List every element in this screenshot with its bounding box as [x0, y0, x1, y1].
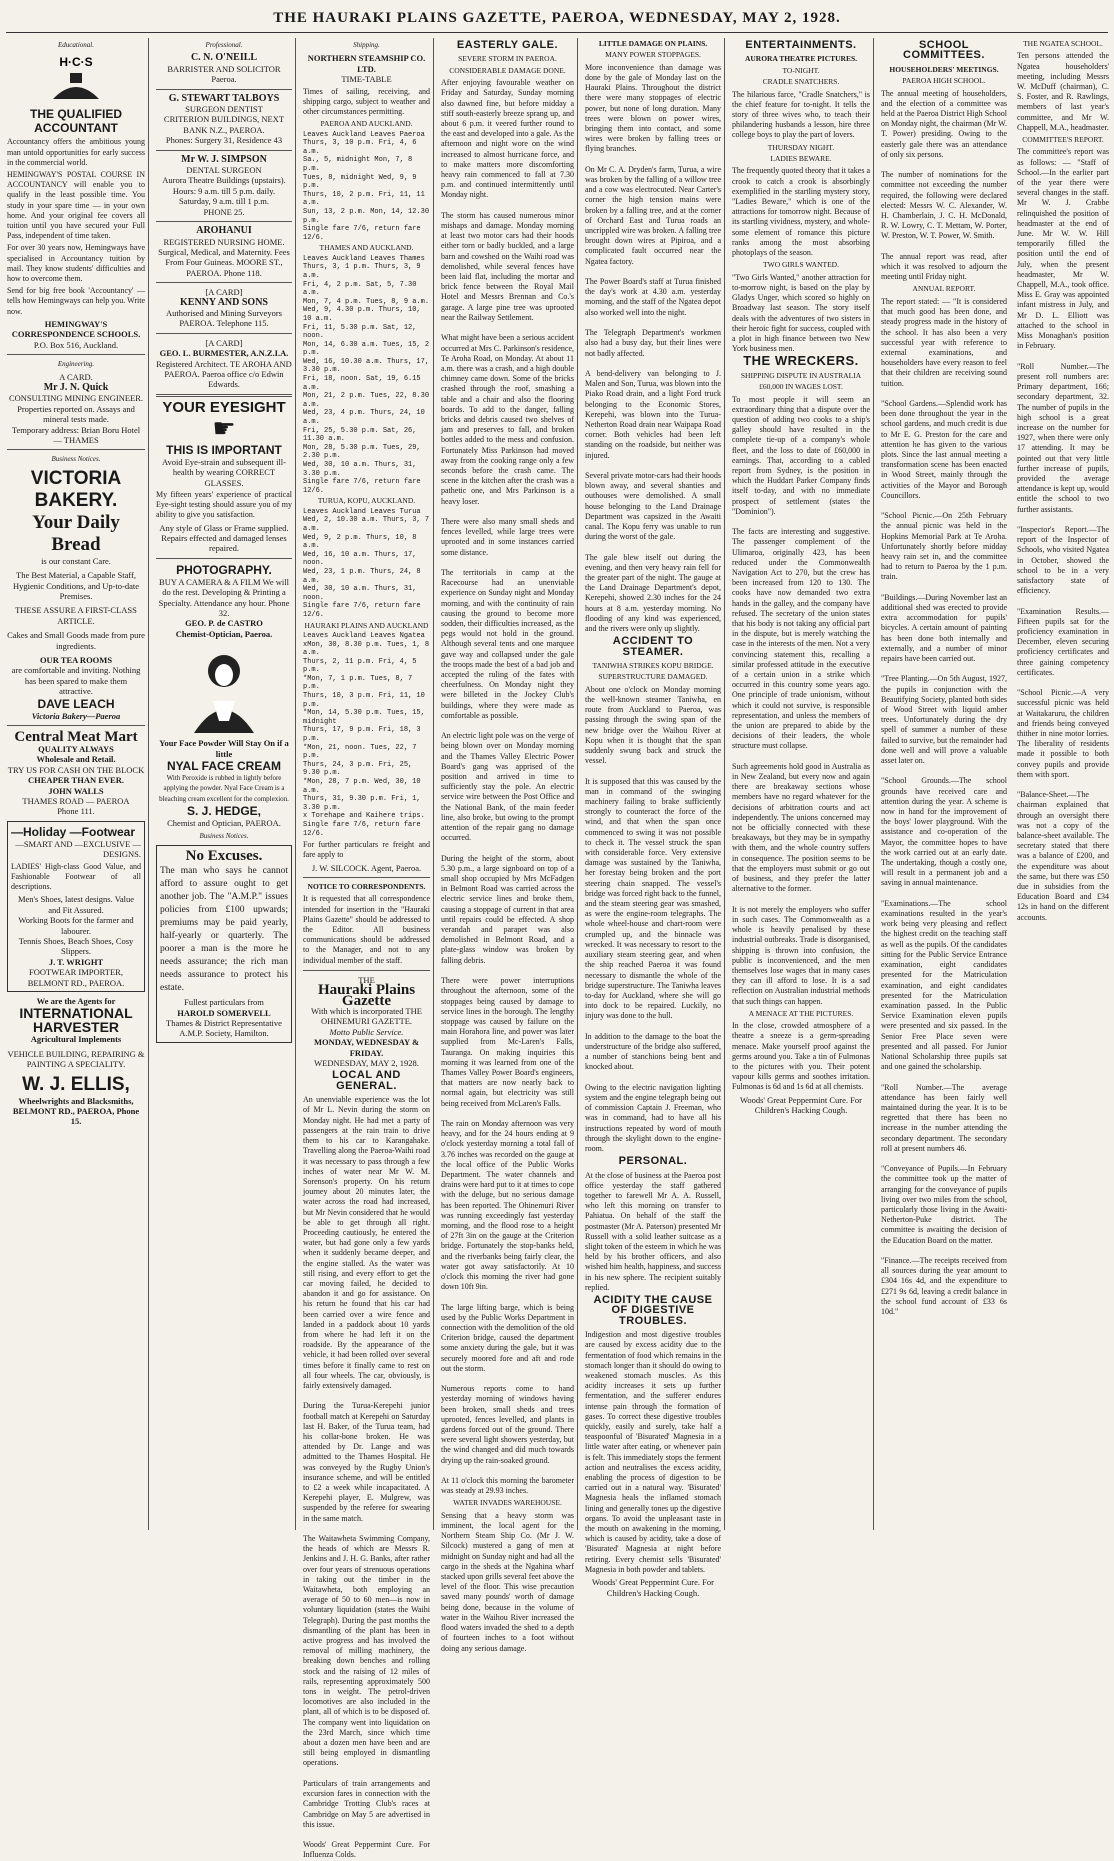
quick-temp: Temporary address: Brian Boru Hotel — THAMES: [11, 424, 141, 445]
simpson-hours: Hours: 9 a.m. till 5 p.m. daily. Saturday, 9 a.m. till 1 p.m.: [172, 185, 276, 207]
school-body-2: The report stated: — "It is considered that much good has been done, and steady progress made in the history of the school. It has also been a very successful year with reference to external examinations, and householders have every reason to feel that their children are receiving sound tuition. "School Gardens.—Splendid work has been done throughout the year in the school gardens, and much credit is due to Mr E. G. Preston for the care and attention he has given to the various plots. Since the last annual meeting a transformation scene has been enacted in Wood Street, mainly through the activities of the Mayor and Borough Councillors. "School Picnic.—On 25th February the annual picnic was held in the Hopkins Memorial Park at Te Aroha. Unfortunately shortly before midday heavy rain set in, and the committee had to return to Paeroa by the 1 p.m. train. "Buildings.—During November last an additional shed was erected to provide extra accommodation for pupils' bicycles. A certain amount of painting has been done both internally and externally, and a number of minor repairs have been carried out. "Tree Planting.—On 5th August, 1927, the pupils in conjunction with the Beautifying Society, planted both sides of Wood Street with liquid amber trees. Unfortunately during the dry spell of summer a number of these failed to survive, but the remainder had done well and will prove a valuable asset later on. "School Grounds.—The school grounds have received care and attention during the year. A scheme is now in hand for the improvement of the boys' lower playground. With the assistance and co-operation of the Mayor, the committee hopes to have the work carried out at an early date. The undertaking, though a costly one, will result in a permanent job and a saving in annual maintenance. "Examinations.—The school examinations resulted in the year's work being very pleasing and reflect the highest credit on the teaching staff as well as the pupils. Of the candidates sitting for the Public Service Entrance examination, eight candidates presented for the Matriculation examination, and eight candidates presented for the Matriculation examination passed. In the Public Service Examination eleven pupils were presented and six passed. In the Senior Free Place seven were presented and all passed. For Junior National Scholarship three pupils sat and one gained the scholarship. "Roll Number.—The average attendance has been fairly well maintained during the year. It is to be regretted that there has been no increase in the number attending the secondary department. The secondary roll at present numbers 46. "Conveyance of Pupils.—In February the committee took up the matter of arranging for the conveyance of pupils living over two miles from the school, particularly those living in the Awaiti-Netherton-Puke district. The committee is awaiting the decision of the Education Board on the matter. "Finance.—The receipts received from all sources during the year amount to £304 16s 4d, and the expenditure to £271 9s 6d, leaving a credit balance in the school fund account of £33 6s 10d.": [881, 296, 1007, 1316]
aurora-heading: AURORA THEATRE PICTURES.: [744, 54, 858, 64]
fullest-particulars: Fullest particulars from: [184, 997, 264, 1008]
leach-sub: Victoria Bakery—Paeroa: [31, 710, 121, 721]
steamer-heading: ACCIDENT TO STEAMER.: [612, 635, 694, 658]
notice-body: It is requested that all correspondence intended for insertion in the "Hauraki Plains Gazette" should be addressed to the Editor. All business communications should be addressed to the Manager, and not to any individual member of the staff.: [303, 894, 430, 965]
hemingway-body-1: Accountancy offers the ambitious young man untold opportunities for early success in the commercial world.: [7, 137, 145, 167]
jt-wright: J. T. WRIGHT: [48, 956, 104, 967]
masthead: THE HAURAKI PLAINS GAZETTE, PAEROA, WEDNESDAY, MAY 2, 1928.: [273, 10, 841, 26]
quick-body: Properties reported on. Assays and mineral tests made.: [17, 403, 135, 425]
cash-block: TRY US FOR CASH ON THE BLOCK: [7, 764, 145, 775]
woman-illustration-icon: [169, 641, 279, 736]
working-boots: Working Boots for the farmer and labourer.: [18, 915, 134, 936]
easterly-sub-1: SEVERE STORM IN PAEROA.: [458, 54, 557, 64]
easterly-sub-2: CONSIDERABLE DAMAGE DONE.: [449, 65, 566, 75]
gazette-title: Hauraki Plains Gazette: [317, 982, 416, 1009]
central-meat-mart: Central Meat Mart: [14, 729, 138, 746]
arohanui: AROHANUI: [196, 225, 252, 237]
hauraki-plains-auckland: HAURAKI PLAINS AND AUCKLAND: [304, 620, 429, 630]
column-7: [878, 38, 1010, 1530]
important-body: Avoid Eye-strain and subsequent ill-health by wearing CORRECT GLASSES.: [161, 456, 286, 488]
thames-auckland-table: Leaves Auckland Leaves Thames Thurs, 3, 1 p.m. Thurs, 3, 9 a.m. Fri, 4, 2 p.m. Sat, 5, 7.30 a.m. Mon, 7, 4 p.m. Tues, 8, 9 a.m. Wed, 9, 4.30 p.m. Thurs, 10, 10 a.m. Fri, 11, 5.30 p.m. Sat, 12, noon. Mon, 14, 6.30 a.m. Tues, 15, 2 p.m. Wed, 16, 10.30 a.m. Thurs, 17, 3.30 p.m. Fri, 18, noon. Sat, 19, 6.15 a.m. Mon, 21, 2 p.m. Tues, 22, 8.30 a.m. Wed, 23, 4 p.m. Thurs, 24, 10 a.m. Fri, 25, 5.30 p.m. Sat, 26, 11.30 a.m. Mon, 28, 5.30 p.m. Tues, 29, 2.30 p.m. Wed, 30, 10 a.m. Thurs, 31, 3.30 p.m. Single fare 7/6, return fare 12/6.: [303, 254, 430, 495]
personal-body: At the close of business at the Paeroa post office yesterday the staff gathered together to farewell Mr A. A. Russell, who left this morning on transfer to Pahiatua. On behalf of the staff the postmaster (Mr A. Paterson) presented Mr Russell with a solid leather suitcase as a slight token of the esteem in which he was held by his brother officers, and also wished him health, happiness, and success in his new sphere. The recipient suitably replied.: [585, 1170, 721, 1292]
ladies-body: The frequently quoted theory that it takes a crook to catch a crook is absorbingly exemplified in the startling mystery story, "Ladies Beware," which is one of the attractions for tomorrow night. Because of its startling vividness, mystery, and whole-some element of romance this picture ranks among the most absorbing photoplays of the season.: [732, 166, 870, 258]
nyal-body: With Peroxide is rubbed in lightly before applying the powder. Nyal Face Cream is a bleaching cream excellent for the complexion.: [159, 774, 289, 803]
section-professional: Professional.: [205, 41, 243, 49]
acidity-heading: ACIDITY THE CAUSE OF DIGESTIVE TROUBLES.: [593, 1294, 713, 1327]
arohanui-sub: REGISTERED NURSING HOME.: [163, 236, 285, 247]
photo-body: BUY A CAMERA & A FILM We will do the rest. Developing & Printing a Specialty. Attendance any hour. Phone 32.: [158, 576, 290, 619]
de-castro: GEO. P. de CASTRO: [185, 618, 263, 629]
hemingway-body-3: For over 30 years now, Hemingways have specialised in Accountancy tuition by mail. They know students' difficulties and how to overcome them.: [7, 243, 145, 284]
committee-body: The committee's report was as follows: — "Staff of School.—In the earlier part of the year there were several changes in the staff. Mr W. J. Crabbe relinquished the position of headmaster at the end of June. Mr W. W. Hill temporarily filled the position until the end of July, when the present headmaster, Mr W. Chappell, M.A., took office. Miss E. Gray was appointed infant mistress in July, and Mr D. L. Elliott was attached to the school in Miss Monaghan's position in February. "Roll Number.—The present roll numbers are: Primary department, 166; secondary department, 32. The number of pupils in the high school is a great increase on the number for 1927, when there were only 17 attending. It may be pointed out that very little further increase of pupils, provided the average attendance is kept up, would entitle the school to two further assistants. "Inspector's Report.—The report of the Inspector of Schools, who visited Ngatea in October, showed the school to be in a very satisfactory state of efficiency. "Examination Results.—Fifteen pupils sat for the proficiency examination in December, eleven securing proficiency certificates and three gaining competency certificates. "School Picnic.—A very successful picnic was held at Waitakaruru, the children and friends being conveyed thither in nine motor lorries. The liberality of residents made it possible to both convey pupils and provide them with sport. "Balance-Sheet.—The chairman explained that through an oversight there was not a copy of the balance-sheet available. The secretary stated that there was a balance of £200, and the expenditure was about the same, but there was £50 due in subsidies from the Education Board and £34 12s in hand on the different accounts.: [1017, 147, 1109, 922]
wj-ellis: W. J. ELLIS,: [22, 1073, 130, 1095]
harold-somervell: HAROLD SOMERVELL: [177, 1007, 271, 1018]
little-damage-heading: LITTLE DAMAGE ON PLAINS.: [598, 39, 708, 48]
school-committees-heading: SCHOOL COMMITTEES.: [903, 39, 985, 62]
thames-auckland: THAMES AND AUCKLAND.: [319, 243, 414, 253]
timetable: TIME-TABLE: [341, 74, 392, 85]
quick-card: A CARD.: [59, 372, 93, 383]
school-body-1: The annual meeting of householders, and the election of a committee was held at the Paeroa District High School on Monday night, the chairman (Mr W. T. Power) presiding. Owing to the easterly gale there was an attendance of only six persons. The number of nominations for the committee not exceeding the number required, the following were declared elected: Messrs W. C. Alexander, W. H. Chamberlain, J. C. H. McDonald, R. W. Lowry, C. T. Mettam, W. Porter, W. Preston, W. T. Power, W. Smith. The annual report was read, after which it was resolved to adjourn the meeting until Friday night.: [881, 88, 1007, 282]
john-walls: JOHN WALLS: [48, 785, 104, 796]
pointing-hand-icon: ☛: [212, 413, 236, 443]
shipping-dispute: SHIPPING DISPUTE IN AUSTRALIA: [740, 370, 862, 380]
incorporated: With which is incorporated THE OHINEMURI GAZETTE.: [311, 1006, 422, 1027]
somervell-sub: Thames & District Representative A.M.P. Society, Hamilton.: [166, 1017, 282, 1039]
mens-shoes: Men's Shoes, latest designs. Value and Fit Assured.: [17, 894, 135, 915]
acidity-body: Indigestion and most digestive troubles are caused by excess acidity due to the fermentation of food which remains in the stomach longer than it should do owing to weakened stomach muscles. As this acidity increases it sets up further fermentation, and the sufferer endures intense pain through the formation of gases. To correct these digestive troubles quickly, easily and surely, take half a teaspoonful of 'Bisurated' Magnesia in a little water after eating, or whenever pain is felt. This immediately stops the ferment action and neutralises the excess acidity, enabling the process of digestion to be carried out in a natural way. 'Bisurated' Magnesia heals the inflamed stomach lining and generally tones up the digestive organs. To avoid the unpleasant taste in the mouth on awakening in the morning, which is caused by acidity, take a dose of 'Bisurated' Magnesia at night before retiring. Every chemist sells 'Bisurated' Magnesia in both powder and tablets.: [585, 1330, 721, 1574]
section-engineering: Engineering.: [57, 360, 95, 369]
easterly-body: After enjoying favourable weather on Friday and Saturday, Sunday morning also dawned fine, but before midday a stiff south-easterly breeze sprang up, and about 6 p.m. it veered further round to the east and developed into a gale. As the afternoon and night wore on the wind increased to almost hurricane force, and to make matters more discomforting heavy rain commenced to fall at 7.30 p.m. and continued intermittently until Monday night. The storm has caused numerous minor mishaps and damage. Monday morning at least two motor cars had their hoods either torn or badly buckled, and a large barn and cowshed on the Waihi road was demolished, while several fences have been laid flat, including the mortar and brick fence between the Royal Mail Hotel and Messrs Brennan and Co.'s garage. A large pine tree was uprooted near the Railway Settlement. What might have been a serious accident occurred at Mrs C. Parkinson's residence, Te Aroha Road, on Monday. At about 11 a.m. there was a crash, and a high double chimney came down. Some of the bricks crashed through the roof, smashing a table and a chair and also the flooring boards. To add to the danger, falling bricks and debris caused two shelves of jam and preserves to fall, and broken bottles added to the mess and confusion. Fortunately Miss Parkinson had moved away from the cooking range only a few seconds before the crash came. The scene in the kitchen after the crash was a pathetic one, and Mrs Parkinson is a heavy loser. There were also many small sheds and fences levelled, while large trees were uprooted and in some instances carried some distance. The territorials in camp at the Racecourse had an unenviable experience on Sunday night and Monday morning, and with the continuity of rain causing the ground to become more sodden, their difficulties increased, as the pegs would not hold in the ground. Although several tents and one marquee gave way and collapsed under the gale the troops made the best of a bad job and accepted the ruling of the fates with cheerfulness. On Monday night they were billeted in the Jockey Club's buildings, where they were made as comfortable as possible. An electric light pole was on the verge of being blown over on Monday morning and the Thames Valley Electric Power Board's gang was apprised of the position and arrived in time to sufficiently stay the pole. An electric service wire between the Post Office and the National Bank, of the main feeder line, also broke, but owing to the prompt attention of the repair gang no damage occurred. During the height of the storm, about 5.30 p.m., a large signboard on top of a small shop occupied by Mrs McFadgen in Belmont Road was carried across the electric service lines and broke them, causing a stoppage of current in that area until repairs could be effected. A shop verandah and parapet was also demolished in Belmont Road, and a plate-glass window was broken by falling debris. There were power interruptions throughout the afternoon, some of the stoppages being caused by damage to service lines in the borough. The lengthy stoppage was caused by failure on the main Horahora line, and power was later supplied from Mc-Laren's Falls, Tauranga. On making inquiries this morning it was learned from one of the Thames Valley Power Board's engineers, that matters are now nearly back to normal again, but electricity was still being received from McLaren's Falls. The rain on Monday afternoon was very heavy, and for the 24 hours ending at 9 o'clock yesterday morning a total fall of 3.76 inches was recorded on the gauge at the local office of the Public Works Department. The water channels and drains were hard put to it at times to cope with the deluge, but no serious damage has been reported. The Ohinemuri River was running exceedingly fast yesterday morning, and the flood rose to a height of 27ft 3in on the gauge at the Criterion bridge. Fortunately the stop-banks held, and the riverbanks being fairly clear, the water got away satisfactorily. At 10 o'clock this morning the river had gone down 10ft 9in. The large lifting barge, which is being used by the Public Works Department in connection with the demolition of the old Criterion bridge, caused the department some anxiety during the gale, but it was securely moored fore and aft and rode out the storm. Numerous reports come to hand yesterday morning of windows having been broken, small sheds and trees uprooted, fences levelled, and plants in gardens forced out of the ground. There were several light showers yesterday, but the wind changed and did much towards drying up the rain-soaked ground. At 11 o'clock this morning the barometer was steady at 29.93 inches.: [441, 78, 574, 1496]
hauraki-plains-table: Leaves Auckland Leaves Ngatea xMon, 30, 8.30 p.m. Tues, 1, 8 a.m. Thurs, 2, 11 p.m. Fri, 4, 5 p.m. *Mon, 7, 1 p.m. Tues, 8, 7 p.m. Thurs, 10, 3 p.m. Fri, 11, 10 p.m. *Mon, 14, 5.30 p.m. Tues, 15, midnight Thurs, 17, 9 p.m. Fri, 18, 3 p.m. *Mon, 21, noon. Tues, 22, 7 p.m. Thurs, 24, 3 p.m. Fri, 25, 9.30 p.m. *Mon, 28, 7 p.m. Wed, 30, 10 a.m. Thurs, 31, 9.30 p.m. Fri, 1, 3.30 p.m. x Torehape and Kaihere trips. Single fare 7/6, return fare 12/6.: [303, 631, 430, 838]
local-general-body: An unenviable experience was the lot of Mr L. Nevin during the storm on Monday night. He had met a party of passengers at the rain train to drive them to his car to Karangahake. Travelling along the Paeroa-Waihi road it was necessary to pass through a few inches of water near Mr W. M. Sorenson's property. On his return journey about 20 minutes later, the water across the road had increased, but Mr Nevin considered that he would be able to get through all right. Proceeding cautiously, he entered the water, but had gone only a few yards when it suddenly became deeper, and the engine stalled. As the water was still rising, and every effort to get the car moving failed, he decided to abandon it and go for assistance. On his return he found that his car had been carried over a wire fence and landed in a paddock about 10 yards from where he had left it on the roadside. By the appearance of the vehicle, it had been rolled over several times before it finally came to rest on all four wheels. The car, obviously, is fairly extensively damaged. During the Turua-Kerepehi junior football match at Kerepehi on Saturday last H. Baker, of the Turua team, had his collar-bone broken. He was attended by Dr. Lange and was admitted to the Thames Hospital. He was conveyed by the Rugby Union's insurance scheme, and will be entitled to £2 a week while incapacitated. A Kerepehi player, E. Mulgrew, was suspended by the referee for swearing in the same match. The Waitawheta Swimming Company, the heads of which are Messrs R. Jenkins and J. H. G. Banks, after rather over four years of strenuous operations in taking out the timber in the Waitawheta, both employing an average of 50 to 60 men—is now in voluntary liquidation (states the Waihi Telegraph). During the past months the dismantling of the plant has been in active progress and has involved the removal of milling machinery, the breaking down benches and rolling stock and the raising of 12 miles of rails, representing approximately 500 tons in weight. The petrol-driven locomotives are also included in the plant, all of which is to be disposed of. The company went into liquidation on the 23rd March, since which time about a dozen men have been and are still being employed in dismantling operations. Particulars of train arrangements and excursion fares in connection with the Cambridge Trotting Club's races at Cambridge on May 5 are advertised in this issue. Woods' Great Peppermint Cure. For Influenza Colds.: [303, 1095, 430, 1860]
column-3: [300, 38, 434, 1860]
eyesight-experience: My fifteen years' experience of practical Eye-sight testing should assure you of my ability to give you satisfaction.: [156, 490, 292, 520]
wages-lost: £60,000 IN WAGES LOST.: [759, 382, 843, 392]
wreckers-body: To most people it will seem an extraordinary thing that a dispute over the question of adding two cooks to a ship's galley should have resulted in the complete tie-up of a company's whole fleet, and the loss to date of £60,000 in earnings. That, according to a cabled report from Sydney, is the position in which the Huddart Parker Company finds itself to-day, and with no immediate prospect of settlement (states the "Dominion"). The facts are interesting and suggestive. The passenger complement of the Ulimaroa, originally 423, has been reduced under the Commonwealth Navigation Act to 270, but the crew has been increased from 120 to 130. The cooks have now demanded two extra hands in the galley, and the company have refused. The secretary of the union states that his body is not taking any official part in the dispute, but is merely watching the case in the interests of the men. Not a very convincing statement this, recalling a similar professed attitude in the executive of a certain union in a strike which occurred in this country some years ago. One principle of trade unionism, without which it could not survive, is responsible representation, and unless the members of the union are prepared to abide by the decisions of their leaders, the whole structure must collapse. Such agreements hold good in Australia as in New Zealand, but every now and again there are breakaway sections whose members have no regard whatever for the decisions of arbitration courts and act independently. The unions concerned may not be officially connected with these breakaways, but they may be in sympathy with them, and the whole country suffers in consequence. The position seems to be that the employers must submit or go out of business, and they prefer the latter alternative to the former. It is not merely the employers who suffer in such cases. The Commonwealth as a whole is heavily penalised by these industrial outbreaks. Trade is disorganised, shipping is thrown into confusion, the public is inconvenienced, and the men themselves lose wages that in many cases they can ill afford to lose. It is a sad reflection on Australian industrial methods that such things can happen.: [732, 394, 870, 1006]
column-8: [1014, 38, 1112, 1530]
turua-kopu: TURUA, KOPU, AUCKLAND.: [317, 496, 416, 506]
nyal-face-cream: NYAL FACE CREAM: [166, 759, 282, 774]
ngatea-school: THE NGATEA SCHOOL.: [1023, 39, 1103, 48]
wreckers-heading: THE WRECKERS.: [743, 353, 859, 369]
column-5: [582, 38, 725, 1598]
constant-care: is our constant Care.: [41, 555, 111, 566]
section-educational: Educational.: [58, 41, 94, 49]
publish-days: MONDAY, WEDNESDAY & FRIDAY.: [313, 1037, 420, 1058]
talboys-phone: Phones: Surgery 31, Residence 43: [165, 135, 283, 146]
two-girls-heading: TWO GIRLS WANTED.: [763, 260, 839, 270]
paeroa-high-school: PAEROA HIGH SCHOOL.: [902, 76, 986, 86]
tonight: TO-NIGHT.: [782, 65, 820, 75]
qualified-heading: THE QUALIFIED ACCOUNTANT: [30, 107, 122, 136]
smart-designs: —SMART AND —EXCLUSIVE —DESIGNS.: [15, 838, 141, 860]
this-is-important: THIS IS IMPORTANT: [166, 442, 282, 457]
local-general-heading: LOCAL AND GENERAL.: [332, 1069, 401, 1092]
hemingway-name: HEMINGWAY'S CORRESPONDENCE SCHOOLS.: [11, 318, 141, 340]
burmester-name: GEO. L. BURMESTER, A.N.Z.I.A.: [159, 348, 289, 359]
burmester-sub: Registered Architect. TE AROHA AND PAEROA. Paeroa office c/o Edwin Edwards.: [156, 358, 292, 390]
sj-hedge: S. J. HEDGE,: [186, 804, 262, 819]
tennis-shoes: Tennis Shoes, Beach Shoes, Cosy Slippers.: [18, 935, 134, 957]
thursday-night: THURSDAY NIGHT.: [767, 142, 835, 152]
kenny-sub: Authorised and Mining Surveyors PAEROA. Telephone 115.: [166, 307, 282, 329]
hemingway-body-4: Send for big free book 'Accountancy' — tells how Hemingways can help you. Write now.: [7, 286, 145, 316]
steamer-body: About one o'clock on Monday morning the well-known steamer Taniwha, en route from Auckland to Paeroa, was passing through the swing span of the new bridge over the Waihou River at Kopu when it is thought that the span suddenly swung back and struck the vessel. It is supposed that this was caused by the man in command of the swinging machinery failing to brake sufficiently strongly to counteract the force of the wind, and that when the span once commenced to swing it was not possible to check it. The vessel struck the span with considerable force. Very extensive damage was sustained by the Taniwha, her forestay being broken and the port steering chain snapped. The vessel's bridge was forced right back to the funnel, and the steam steering gear was smashed, as were the engine-room telegraphs. The whole wheel-house and chart-room were crumpled up, and the binnacle was wrecked. It was necessary to resort to the auxiliary steam steering gear, and when the ship reached Paeroa it was found necessary to dismantle the whole of the bridge superstructure. The Taniwha leaves to-day for Auckland, where she will go into dock to be repaired. Luckily, no injury was done to the hull. In addition to the damage to the boat the understructure of the bridge also suffered, a number of stanchions being bent and knocked about. Owing to the electric navigation lighting system and the engine telegraph being out of commission Captain J. Freeman, who was in command, had to have all his instructions repeated by word of mouth through the skylight down to the engine-room.: [585, 684, 721, 1153]
cakes: Cakes and Small Goods made from pure ingredients.: [7, 630, 145, 651]
quick-name: Mr J. N. Quick: [43, 381, 109, 393]
hemingway-address: P.O. Box 516, Auckland.: [33, 339, 119, 350]
simpson-address: Aurora Theatre Buildings (upstairs).: [162, 175, 286, 186]
little-damage-body: More inconvenience than damage was done by the gale of Monday last on the Hauraki Plains. Throughout the district there were many stoppages of electric power, but none of long duration. Many trees were blown on power wires, bringing them into contact, and some wires were broken by falling trees or flying branches. On Mr C. A. Dryden's farm, Turua, a wire was broken by the falling of a willow tree and a cow was electrocuted. Near Carter's corner the high tension mains were broken by a falling tree, and at the corner of Orchard East and Turua roads an uncrippled wire was broken. A falling tree brought down wires at Pipiroa, and a complicated fault occurred near the Ngatea factory. The Power Board's staff at Turua finished the day's work at 4.30 a.m. yesterday morning, and the staff of the Ngatea depot also worked well into the night. The Telegraph Department's workmen also had a busy day, but their lines were not badly affected. A bend-delivery van belonging to J. Malen and Son, Turua, was blown into the Piako Road drain, and a light Ford truck belonging to the Economic Stores, Kerepehi, was blown into the Turua-Netherton Road drain near Waipapa Road corner. Both vehicles had been left standing on the roadside, but neither was injured. Several private motor-cars had their hoods blown away, and several shanties and outhouses were demolished. A small house belonging to the Land Drainage Department was capsized in the Awaiti canal. The Kopu ferry was unable to run during the worst of the gale. The gale blew itself out during the evening, and then very heavy rain fell for the greater part of the night. The gauge at the Land Drainage Department's depot, Kerepehi, showed 2.30 inches for the 24 hours at 8 a.m. yesterday morning. No flooding of any kind was experienced, and the rivers were only up slightly.: [585, 62, 722, 633]
easterly-gale-heading: EASTERLY GALE.: [456, 39, 559, 51]
quality-always: QUALITY ALWAYS: [38, 744, 114, 755]
your-eyesight: YOUR EYESIGHT: [162, 398, 286, 416]
turua-kopu-table: Leaves Auckland Leaves Turua Wed, 2, 10.30 a.m. Thurs, 3, 7 a.m. Wed, 9, 2 p.m. Thurs, 10, 8 a.m. Wed, 16, 10 a.m. Thurs, 17, noon. Wed, 23, 1 p.m. Thurs, 24, 8 a.m. Wed, 30, 10 a.m. Thurs, 31, noon. Single fare 7/6, return fare 12/6.: [303, 507, 430, 619]
victoria-bakery: VICTORIA BAKERY.: [30, 467, 122, 511]
cradle-heading: CRADLE SNATCHERS.: [762, 77, 840, 87]
agents-for: We are the Agents for: [36, 995, 116, 1006]
oneill-name: C. N. O'NEILL: [190, 52, 258, 64]
personal-heading: PERSONAL.: [618, 1155, 688, 1168]
international-harvester: INTERNATIONAL HARVESTER: [19, 1005, 133, 1036]
column-4: [438, 38, 578, 1653]
tea-rooms: OUR TEA ROOMS: [39, 654, 113, 665]
walls-address: THAMES ROAD — PAEROA: [22, 796, 130, 807]
simpson-name: Mr W. J. SIMPSON: [181, 153, 267, 165]
talboys-name: G. STEWART TALBOYS: [168, 92, 280, 104]
motto: Motto Public Service.: [329, 1026, 404, 1037]
cheaper: CHEAPER THAN EVER.: [28, 775, 124, 786]
issue-date: WEDNESDAY, MAY 2, 1928.: [314, 1058, 419, 1069]
the-label: THE: [358, 974, 375, 985]
householders-heading: HOUSEHOLDERS' MEETINGS.: [889, 64, 999, 74]
ellis-sub: Wheelwrights and Blacksmiths,: [18, 1095, 134, 1106]
northern-steamship: NORTHERN STEAMSHIP CO. LTD.: [307, 53, 426, 74]
quick-title: CONSULTING MINING ENGINEER.: [8, 393, 144, 404]
simpson-phone: PHONE 25.: [203, 206, 245, 217]
column-1: [4, 38, 149, 1530]
annual-report: ANNUAL REPORT.: [912, 284, 976, 294]
agricultural-implements: Agricultural Implements: [30, 1034, 122, 1045]
steamer-sub-1: TANIWHA STRIKES KOPU BRIDGE.: [592, 661, 714, 670]
entertainments-heading: ENTERTAINMENTS.: [745, 39, 857, 51]
section-business-2: Business Notices.: [199, 831, 249, 840]
notice-correspondents: NOTICE TO CORRESPONDENTS.: [307, 881, 426, 891]
hemingway-body-2: HEMINGWAY'S POSTAL COURSE IN ACCOUNTANCY will enable you to qualify in the least possible time. You study in your spare time — in your own home. And your original fee covers all tuition until you have secured your Full Pass, independent of time taken.: [7, 170, 145, 241]
talboys-address: CRITERION BUILDINGS, NEXT BANK N.Z., PAEROA.: [163, 114, 285, 135]
ngatea-body: Ten persons attended the Ngatea householders' meeting, including Messrs W. McDuff (chairman), C. S. Foster, and R. Rawlings, members of last year's committee, and Mr W. Chappell, M.A., headmaster.: [1017, 51, 1109, 132]
walls-phone: Phone 111.: [57, 806, 95, 817]
water-body: Sensing that a heavy storm was imminent, the local agent for the Northern Steam Ship Co. (Mr J. W. Silcock) mustered a gang of men at midnight on Sunday night and had all the cargo in the sheds at the Ngahina wharf stacked upon grills several feet above the level of the floor. This wise precaution saved many pounds' worth of damage being done, because in the volume of water in the Waihou River increased the flood waters invaded the shed to a depth of fourteen inches to a foot without doing any serious damage.: [441, 1510, 574, 1653]
wholesale: Wholesale and Retail.: [36, 754, 116, 765]
footwear-ad: [7, 821, 145, 992]
hcs-logo-icon: [41, 53, 111, 105]
water-heading: WATER INVADES WAREHOUSE.: [453, 1498, 562, 1508]
menace-body: In the close, crowded atmosphere of a theatre a sneeze is a germ-spreading menace. Make yourself proof against the germs around you. Take a tin of Fulmonas to the pictures with you. Their potent vapour kills germs and soothes irritation. Fulmonas is 6d and 1s 6d at all chemists.: [732, 1021, 870, 1092]
vehicle-building: VEHICLE BUILDING, REPAIRING & PAINTING A SPECIALITY.: [7, 1048, 145, 1070]
menace-heading: A MENACE AT THE PICTURES.: [748, 1008, 854, 1018]
woods-cure-5: Woods' Great Peppermint Cure. For Children's Hacking Cough.: [592, 1577, 714, 1598]
daily-bread: Your Daily Bread: [32, 511, 120, 555]
woods-cure-6: Woods' Great Peppermint Cure. For Children's Hacking Cough.: [740, 1094, 862, 1115]
steamer-sub-2: SUPERSTRUCTURE DAMAGED.: [598, 672, 708, 682]
further-particulars: For further particulars re freight and fare apply to: [303, 840, 430, 860]
frames: Any style of Glass or Frame supplied.: [159, 522, 289, 533]
paeroa-auckland: PAEROA AND AUCKLAND.: [320, 119, 413, 129]
paeroa-auckland-table: Leaves Auckland Leaves Paeroa Thurs, 3, 10 p.m. Fri, 4, 6 a.m. Sa., 5, midnight Mon, 7, 8 p.m. Tues, 8, midnight Wed, 9, 9 p.m. Thurs, 10, 2 p.m. Fri, 11, 11 a.m. Sun, 13, 2 p.m. Mon, 14, 12.30 p.m. Single fare 7/6, return fare 12/6.: [303, 130, 430, 242]
assure-first-class: THESE ASSURE A FIRST-CLASS ARTICLE.: [15, 605, 137, 626]
column-6: [729, 38, 874, 1530]
talboys-sub: SURGEON DENTIST: [185, 104, 263, 115]
amp-ad: [156, 845, 292, 1043]
face-powder: Your Face Powder Will Stay On if a little: [159, 738, 289, 759]
silcock: J. W. SILCOCK. Agent, Paeroa.: [311, 862, 422, 873]
photography: PHOTOGRAPHY.: [176, 562, 272, 577]
repairs: Repairs effected and damaged lenses repaired.: [161, 533, 287, 554]
timetable-body: Times of sailing, receiving, and shipping cargo, subject to weather and other circumstances permitting.: [303, 86, 430, 117]
two-girls-body: "Two Girls Wanted," another attraction for to-morrow night, is based on the play by Gladys Unger, which scored so highly on Broadway last season. The story itself deals with the adventures of two sisters in their heroic fight for success, coupled with a plot in high finance between two New York business men.: [732, 272, 870, 354]
hedge-sub: Chemist and Optician, PAEROA.: [167, 818, 281, 829]
tea-body: are comfortable and inviting. Nothing has been spared to make them attractive.: [11, 665, 141, 697]
dave-leach: DAVE LEACH: [37, 696, 115, 711]
arohanui-body: Surgical, Medical, and Maternity. Fees From Four Guineas. MOORE ST., PAEROA. Phone 118.: [158, 246, 290, 278]
wright-sub: FOOTWEAR IMPORTER, BELMONT RD., PAEROA.: [27, 967, 125, 988]
burmester-card: [A CARD]: [205, 337, 243, 348]
cradle-body: The hilarious farce, "Cradle Snatchers," is the chief feature for to-night. It tells the story of three wives who, to teach their philandering husbands a lesson, hire three college boys to play the part of lovers.: [732, 89, 870, 140]
masthead-rule: [6, 32, 1108, 33]
no-excuses: No Excuses.: [185, 848, 263, 865]
section-business: Business Notices.: [51, 455, 101, 464]
holiday-footwear: —Holiday —Footwear: [11, 824, 136, 839]
hcs-logo-text: H·C·S: [59, 55, 93, 70]
oneill-sub: BARRISTER AND SOLICITOR Paeroa.: [167, 63, 281, 85]
best-material: The Best Material, a Capable Staff, Hygienic Conditions, and Up-to-date Premises.: [12, 570, 140, 601]
excuses-body: The man who says he cannot afford to assure ought to get another job. The "A.M.P." issues policies from £100 upwards; premiums may be paid yearly, half-yearly or quarterly. The poorer a man is the more he needs assurance; the rich man needs assurance to protect his estate.: [160, 866, 288, 994]
simpson-sub: DENTAL SURGEON: [186, 165, 262, 176]
ladies-footwear: LADIES' High-class Good Value, and Fashionable Footwear of all descriptions.: [11, 861, 141, 892]
little-damage-sub: MANY POWER STOPPAGES.: [605, 50, 701, 60]
kenny-card: [A CARD]: [205, 287, 243, 298]
committee-report: COMMITTEE'S REPORT.: [1022, 135, 1104, 145]
column-2: [153, 38, 296, 1530]
castro-sub: Chemist-Optician, Paeroa.: [175, 628, 273, 639]
kenny-name: KENNY AND SONS: [180, 296, 268, 308]
ladies-heading: LADIES BEWARE.: [770, 154, 832, 164]
section-shipping: Shipping.: [353, 41, 380, 49]
ellis-address: BELMONT RD., PAEROA, Phone 15.: [12, 1105, 140, 1127]
